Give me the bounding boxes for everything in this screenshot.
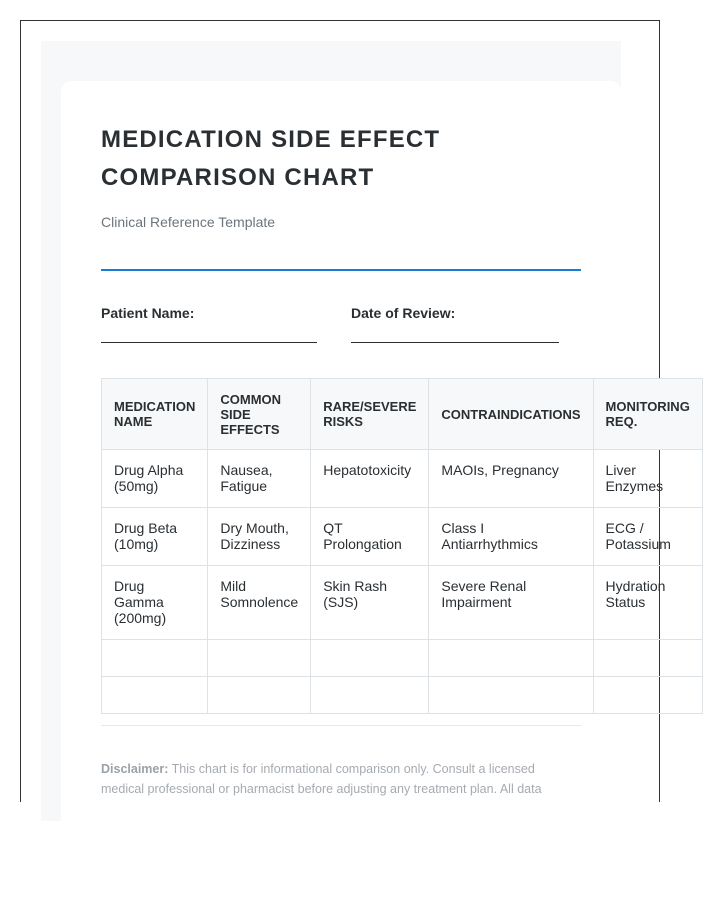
table-cell[interactable] (102, 677, 208, 714)
page-title: MEDICATION SIDE EFFECT COMPARISON CHART (101, 126, 441, 191)
document-frame (20, 20, 690, 802)
table-cell: Drug Beta (10mg) (102, 508, 208, 566)
table-cell: ECG / Potassium (593, 508, 702, 566)
column-header: RARE/SEVERE RISKS (311, 379, 429, 450)
table-cell: Drug Gamma (200mg) (102, 566, 208, 640)
table-cell: Drug Alpha (50mg) (102, 450, 208, 508)
table-cell: Skin Rash (SJS) (311, 566, 429, 640)
page-subtitle: Clinical Reference Template (101, 214, 276, 230)
column-header: CONTRAINDICATIONS (429, 379, 593, 450)
table-cell: MAOIs, Pregnancy (429, 450, 593, 508)
patient-name-field[interactable] (101, 342, 317, 343)
table-row-empty (102, 677, 703, 714)
table-row (102, 450, 703, 508)
table-cell: Hydration Status (593, 566, 702, 640)
disclaimer-label: Disclaimer: (101, 762, 169, 776)
table-cell[interactable] (593, 640, 702, 677)
table-row (102, 566, 703, 640)
title-underline (101, 269, 581, 271)
table-header-row (102, 379, 703, 450)
table-row-empty (102, 640, 703, 677)
table-cell: Class I Antiarrhythmics (429, 508, 593, 566)
table-cell: Dry Mouth, Dizziness (208, 508, 311, 566)
patient-name-label: Patient Name: (101, 305, 195, 321)
disclaimer-text: This chart is for informational comparison only. Consult a licensed medical professional or pharmacist before adjusting any treatment plan. All data (101, 762, 542, 796)
table-cell[interactable] (593, 677, 702, 714)
table-cell[interactable] (208, 677, 311, 714)
table-cell[interactable] (311, 640, 429, 677)
comparison-table (101, 378, 703, 714)
table-cell: Nausea, Fatigue (208, 450, 311, 508)
disclaimer (101, 759, 571, 799)
table-cell[interactable] (208, 640, 311, 677)
section-divider (101, 725, 581, 726)
table-cell: Severe Renal Impairment (429, 566, 593, 640)
table-row (102, 508, 703, 566)
table-cell: Mild Somnolence (208, 566, 311, 640)
table-cell: QT Prolongation (311, 508, 429, 566)
document-card (61, 81, 690, 841)
table-cell[interactable] (311, 677, 429, 714)
table-cell: Hepatotoxicity (311, 450, 429, 508)
table-cell: Liver Enzymes (593, 450, 702, 508)
column-header: MEDICATION NAME (102, 379, 208, 450)
date-of-review-label: Date of Review: (351, 305, 456, 321)
date-of-review-field[interactable] (351, 342, 559, 343)
column-header: MONITORING REQ. (593, 379, 702, 450)
column-header: COMMON SIDE EFFECTS (208, 379, 311, 450)
table-cell[interactable] (102, 640, 208, 677)
table-cell[interactable] (429, 677, 593, 714)
table-cell[interactable] (429, 640, 593, 677)
